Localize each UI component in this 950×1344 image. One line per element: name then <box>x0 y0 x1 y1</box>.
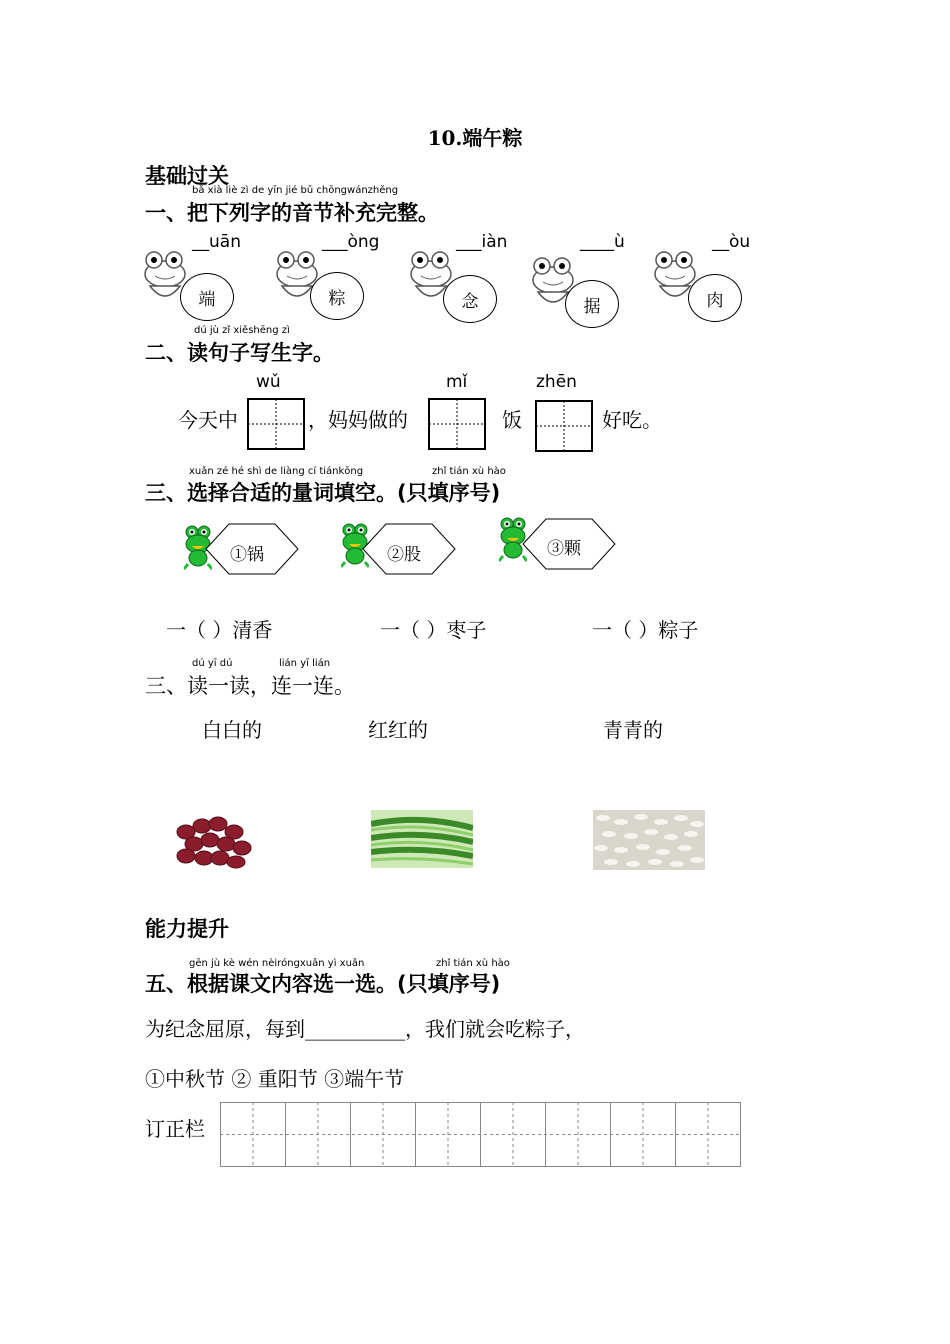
q4-label: 三、读一读，连一连。 <box>145 674 355 698</box>
q3-label: 三、选择合适的量词填空。(只填序号) <box>145 481 501 505</box>
q2-pinyin-3: zhēn <box>536 372 577 392</box>
q1-blank-1[interactable]: __uān <box>192 232 241 252</box>
white-rice-image[interactable] <box>593 810 705 870</box>
q5-sentence[interactable]: 为纪念屈原，每到__________，我们就会吃粽子， <box>145 1017 585 1041</box>
q1-blank-4[interactable]: ____ù <box>580 232 625 252</box>
q4-pinyin-a: dú yī dú <box>192 658 233 669</box>
page-title: 10.端午粽 <box>427 126 523 150</box>
q4-word-1[interactable]: 白白的 <box>202 718 262 742</box>
q1-blank-5[interactable]: __òu <box>712 232 751 252</box>
q3-fill-2[interactable]: 一（ ）枣子 <box>380 618 487 642</box>
tian-grid-box[interactable] <box>428 398 486 450</box>
q2-text-2: ，妈妈做的 <box>308 408 408 432</box>
section-heading-advance: 能力提升 <box>145 917 229 941</box>
red-dates-image[interactable] <box>172 812 254 870</box>
q1-char-1: 端 <box>180 273 234 321</box>
q4-word-3[interactable]: 青青的 <box>603 718 663 742</box>
q2-pinyin-1: wǔ <box>256 372 281 392</box>
q1-char-5: 肉 <box>688 274 742 322</box>
q2-label: 二、读句子写生字。 <box>145 341 334 365</box>
q2-text-1: 今天中 <box>178 408 238 432</box>
correction-grid[interactable] <box>220 1102 742 1168</box>
q1-char-2: 粽 <box>310 272 364 320</box>
tian-grid-box[interactable] <box>247 398 305 450</box>
q2-pinyin: dú jù zǐ xiěshēng zì <box>194 325 290 336</box>
section-heading-basic: 基础过关 <box>145 164 229 188</box>
q1-char-3: 念 <box>443 275 497 323</box>
q1-char-4: 据 <box>565 280 619 328</box>
q1-blank-3[interactable]: ___iàn <box>456 232 508 252</box>
q3-fill-1[interactable]: 一（ ）清香 <box>166 618 273 642</box>
q5-label: 五、根据课文内容选一选。(只填序号) <box>145 972 501 996</box>
q5-pinyin-a: gēn jù kè wén nèiróngxuǎn yì xuǎn <box>189 958 365 969</box>
tian-grid-box[interactable] <box>535 400 593 452</box>
q5-pinyin-b: zhǐ tián xù hào <box>436 958 510 969</box>
q3-pinyin-b: zhǐ tián xù hào <box>432 466 506 477</box>
q4-pinyin-b: lián yī lián <box>279 658 331 669</box>
q3-fill-3[interactable]: 一（ ）粽子 <box>592 618 699 642</box>
q2-text-3: 饭 <box>502 408 522 432</box>
q3-option-1: ①锅 <box>230 545 264 565</box>
q3-option-3: ③颗 <box>547 539 581 559</box>
correction-label: 订正栏 <box>145 1117 205 1141</box>
q1-blank-2[interactable]: ___òng <box>322 232 380 252</box>
q1-pinyin: bǎ xià liè zì de yīn jié bǔ chōngwánzhěng <box>192 185 399 196</box>
q3-option-2: ②股 <box>387 545 421 565</box>
q5-choices: ①中秋节 ② 重阳节 ③端午节 <box>145 1067 405 1091</box>
q3-pinyin-a: xuǎn zé hé shì de liàng cí tiánkōng <box>189 466 364 477</box>
q1-label: 一、把下列字的音节补充完整。 <box>145 201 439 225</box>
green-leaves-image[interactable] <box>371 810 473 868</box>
q2-pinyin-2: mǐ <box>446 372 468 392</box>
q2-text-4: 好吃。 <box>602 408 662 432</box>
q4-word-2[interactable]: 红红的 <box>368 718 428 742</box>
